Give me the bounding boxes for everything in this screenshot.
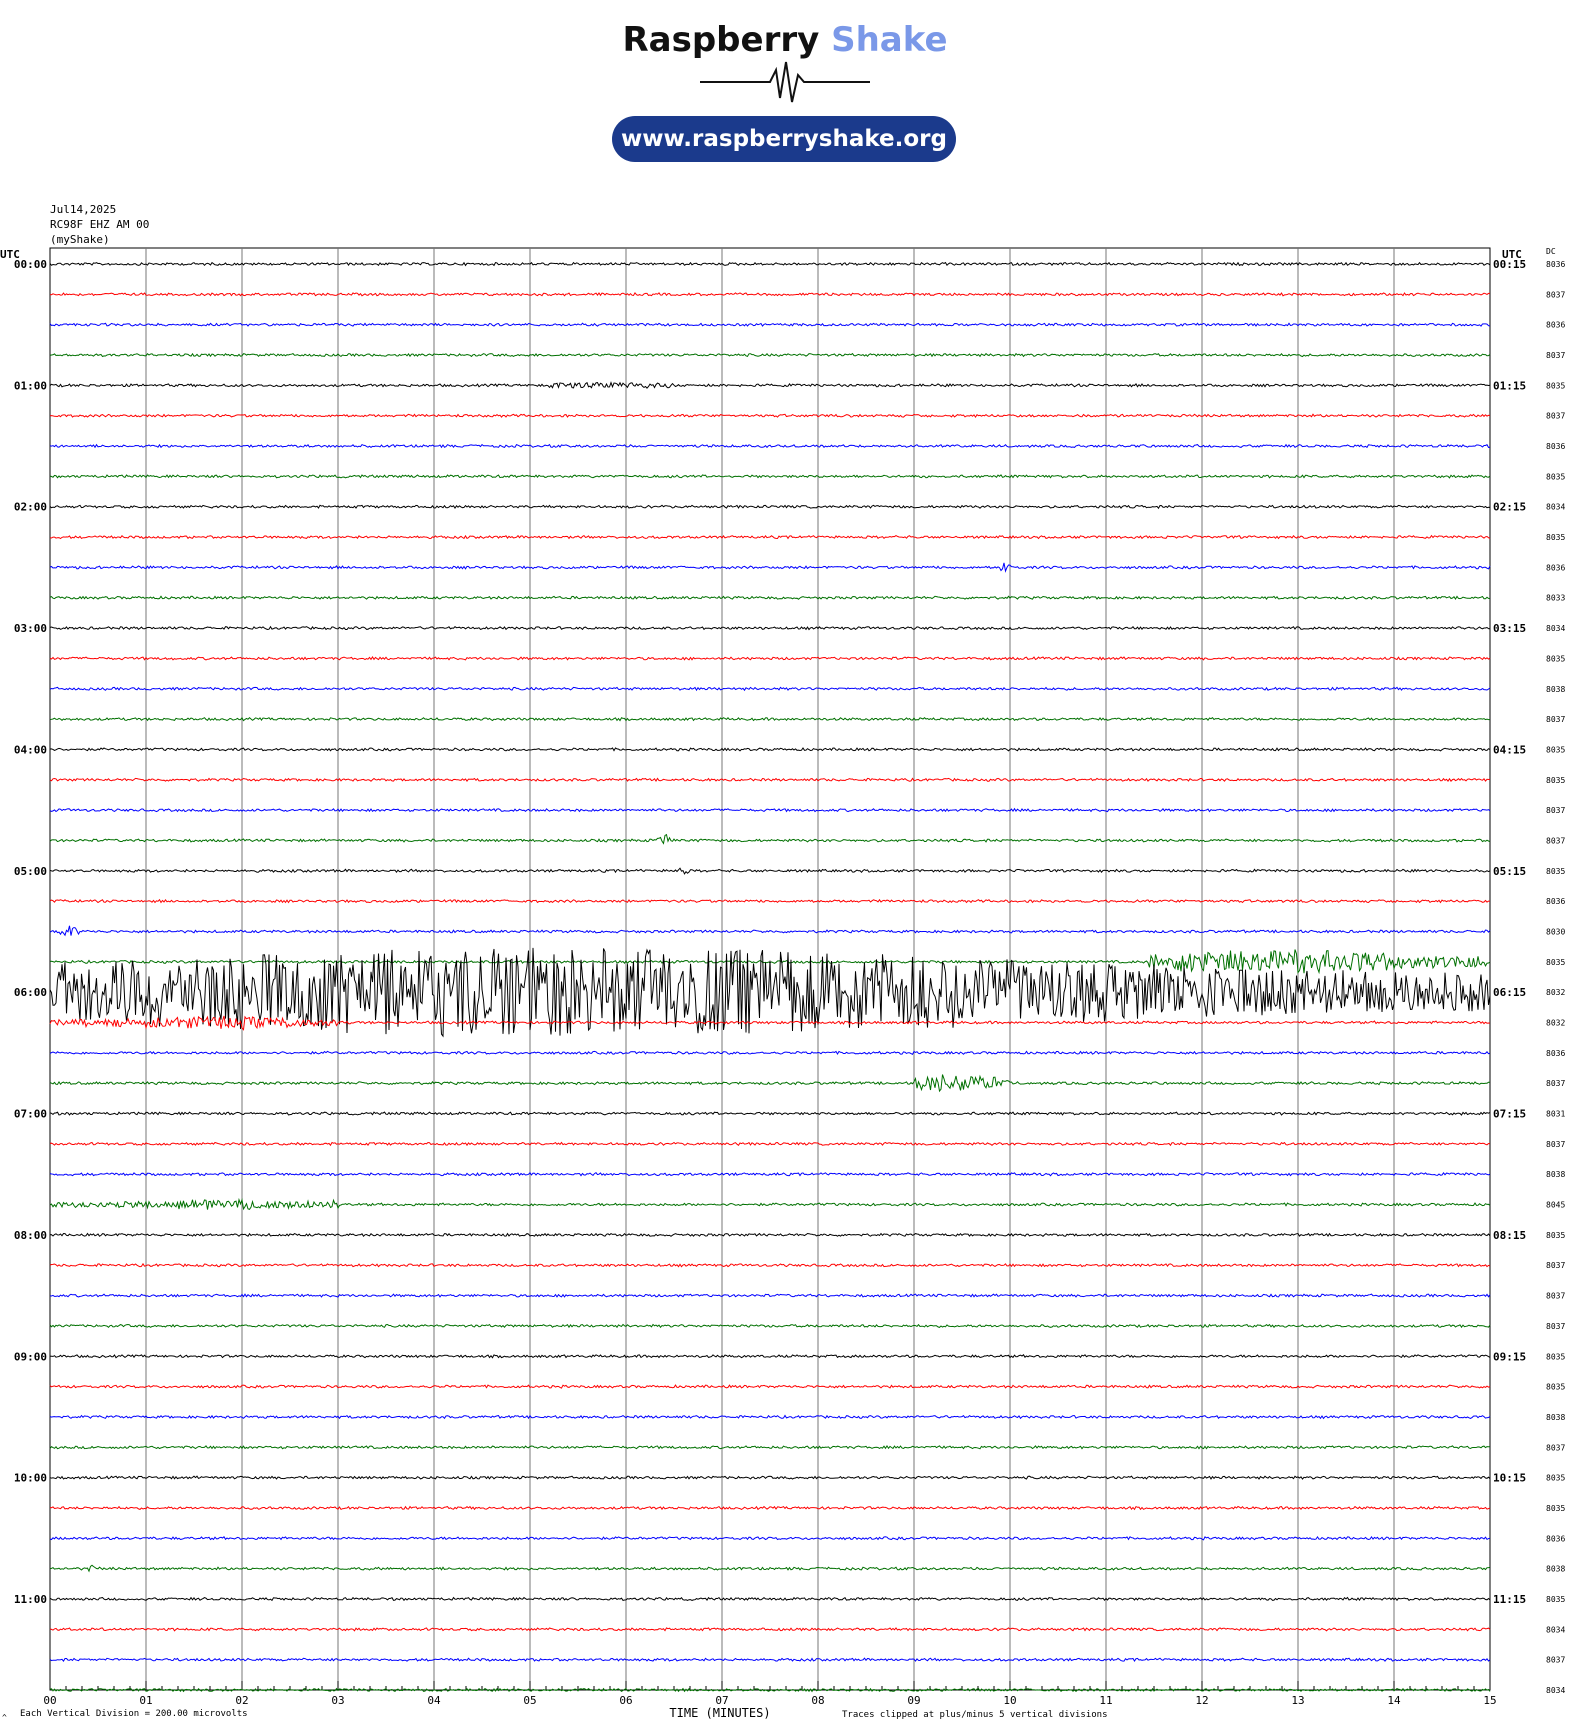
- left-time-label: 03:00: [13, 622, 47, 636]
- trace-line-40: [50, 1476, 1490, 1479]
- dc-value: 8035: [1546, 381, 1566, 391]
- station-label: RC98F EHZ AM 00: [50, 218, 150, 231]
- trace-line-0: [50, 263, 1490, 266]
- trace-line-14: [50, 687, 1490, 690]
- x-tick-label: 15: [1483, 1694, 1497, 1707]
- x-tick-label: 02: [235, 1694, 249, 1707]
- trace-line-45: [50, 1628, 1490, 1631]
- trace-line-18: [50, 809, 1490, 812]
- trace-line-37: [50, 1385, 1490, 1388]
- left-time-label: 01:00: [13, 379, 47, 393]
- dc-value: 8037: [1546, 1291, 1566, 1301]
- left-time-label: 04:00: [13, 743, 47, 757]
- dc-value: 8037: [1546, 290, 1566, 300]
- trace-line-8: [50, 505, 1490, 508]
- dc-value: 8037: [1546, 1079, 1566, 1089]
- trace-line-42: [50, 1537, 1490, 1540]
- trace-line-12: [50, 627, 1490, 630]
- dc-value: 8033: [1546, 593, 1566, 603]
- x-tick-label: 13: [1291, 1694, 1305, 1707]
- x-tick-label: 11: [1099, 1694, 1113, 1707]
- left-time-label: 00:00: [13, 258, 47, 271]
- scale-note: Each Vertical Division = 200.00 microvolts: [20, 1709, 248, 1719]
- right-time-label: 10:15: [1493, 1471, 1527, 1485]
- date-label: Jul14,2025: [50, 203, 117, 216]
- dc-value: 8038: [1546, 1412, 1566, 1422]
- trace-line-16: [50, 748, 1490, 751]
- dc-value: 8032: [1546, 1018, 1566, 1028]
- dc-value: 8035: [1546, 654, 1566, 664]
- trace-line-46: [50, 1658, 1490, 1661]
- trace-line-32: [50, 1234, 1490, 1237]
- x-tick-label: 03: [331, 1694, 345, 1707]
- brand-accent: Shake: [831, 20, 948, 60]
- left-time-label: 10:00: [13, 1471, 47, 1485]
- trace-line-41: [50, 1507, 1490, 1510]
- corner-mark: ^: [2, 1713, 7, 1722]
- x-tick-label: 00: [43, 1694, 57, 1707]
- dc-value: 8036: [1546, 260, 1566, 269]
- right-time-label: 04:15: [1493, 743, 1527, 757]
- trace-line-7: [50, 475, 1490, 478]
- right-axis-title: UTC: [1502, 248, 1522, 261]
- dc-value: 8038: [1546, 1170, 1566, 1180]
- left-time-label: 08:00: [13, 1228, 47, 1242]
- dc-value: 8037: [1546, 836, 1566, 846]
- trace-line-9: [50, 536, 1490, 539]
- trace-line-6: [50, 445, 1490, 448]
- trace-line-39: [50, 1446, 1490, 1449]
- trace-line-34: [50, 1294, 1490, 1297]
- trace-line-31: [50, 1200, 1490, 1210]
- right-time-label: 00:15: [1493, 258, 1527, 271]
- dc-value: 8037: [1546, 411, 1566, 421]
- dc-value: 8035: [1546, 957, 1566, 967]
- right-time-label: 08:15: [1493, 1228, 1527, 1242]
- right-time-label: 03:15: [1493, 622, 1527, 636]
- dc-value: 8037: [1546, 1655, 1566, 1665]
- trace-line-1: [50, 293, 1490, 296]
- x-tick-label: 08: [811, 1694, 825, 1707]
- dc-value: 8030: [1546, 927, 1566, 937]
- dc-value: 8034: [1546, 1686, 1566, 1695]
- dc-value: 8032: [1546, 988, 1566, 998]
- left-time-label: 06:00: [13, 986, 47, 1000]
- dc-value: 8035: [1546, 775, 1566, 785]
- axis-labels: [0, 247, 1565, 1722]
- dc-value: 8034: [1546, 1625, 1566, 1635]
- right-time-label: 09:15: [1493, 1350, 1527, 1364]
- dc-title: DC: [1546, 247, 1556, 256]
- dc-value: 8037: [1546, 1261, 1566, 1271]
- x-tick-label: 14: [1387, 1694, 1401, 1707]
- x-tick-label: 01: [139, 1694, 153, 1707]
- x-tick-label: 09: [907, 1694, 921, 1707]
- trace-line-38: [50, 1416, 1490, 1419]
- dc-value: 8035: [1546, 472, 1566, 482]
- trace-line-2: [50, 323, 1490, 326]
- trace-line-19: [50, 835, 1490, 844]
- trace-line-25: [50, 1016, 1490, 1030]
- dc-value: 8035: [1546, 1503, 1566, 1513]
- left-time-label: 09:00: [13, 1350, 47, 1364]
- trace-line-30: [50, 1173, 1490, 1176]
- right-time-label: 01:15: [1493, 379, 1527, 393]
- dc-value: 8035: [1546, 533, 1566, 543]
- dc-value: 8035: [1546, 745, 1566, 755]
- trace-line-15: [50, 718, 1490, 721]
- dc-value: 8035: [1546, 866, 1566, 876]
- trace-line-21: [50, 900, 1490, 903]
- right-time-label: 05:15: [1493, 864, 1527, 878]
- x-tick-label: 04: [427, 1694, 441, 1707]
- trace-line-43: [50, 1565, 1490, 1571]
- dc-value: 8035: [1546, 1352, 1566, 1362]
- dc-value: 8037: [1546, 806, 1566, 816]
- x-tick-label: 12: [1195, 1694, 1209, 1707]
- dc-value: 8036: [1546, 897, 1566, 907]
- left-time-label: 05:00: [13, 864, 47, 878]
- x-tick-label: 05: [523, 1694, 537, 1707]
- trace-line-20: [50, 868, 1490, 874]
- dc-value: 8034: [1546, 624, 1566, 634]
- website-link[interactable]: www.raspberryshake.org: [612, 116, 956, 162]
- dc-value: 8036: [1546, 1534, 1566, 1544]
- dc-value: 8038: [1546, 1564, 1566, 1574]
- trace-line-26: [50, 1051, 1490, 1054]
- trace-line-4: [50, 383, 1490, 389]
- right-time-label: 11:15: [1493, 1592, 1527, 1606]
- dc-value: 8037: [1546, 1321, 1566, 1331]
- dc-value: 8035: [1546, 1230, 1566, 1240]
- trace-line-36: [50, 1355, 1490, 1358]
- trace-line-5: [50, 414, 1490, 417]
- left-time-label: 02:00: [13, 500, 47, 514]
- dc-value: 8036: [1546, 320, 1566, 330]
- trace-line-22: [50, 926, 1490, 936]
- owner-label: (myShake): [50, 233, 110, 246]
- dc-value: 8045: [1546, 1200, 1566, 1210]
- trace-line-44: [50, 1598, 1490, 1601]
- trace-line-13: [50, 657, 1490, 660]
- x-axis-title: TIME (MINUTES): [669, 1706, 771, 1720]
- dc-value: 8037: [1546, 1443, 1566, 1453]
- trace-line-17: [50, 778, 1490, 781]
- dc-value: 8035: [1546, 1473, 1566, 1483]
- trace-line-33: [50, 1264, 1490, 1267]
- dc-value: 8036: [1546, 442, 1566, 452]
- trace-line-27: [50, 1075, 1490, 1092]
- dc-value: 8034: [1546, 502, 1566, 512]
- clip-note: Traces clipped at plus/minus 5 vertical divisions: [842, 1710, 1108, 1720]
- x-tick-label: 06: [619, 1694, 633, 1707]
- dc-value: 8036: [1546, 1048, 1566, 1058]
- left-time-label: 11:00: [13, 1592, 47, 1606]
- dc-value: 8037: [1546, 1139, 1566, 1149]
- trace-line-11: [50, 596, 1490, 599]
- trace-line-29: [50, 1143, 1490, 1146]
- dc-value: 8037: [1546, 715, 1566, 725]
- right-time-label: 07:15: [1493, 1107, 1527, 1121]
- dc-value: 8038: [1546, 684, 1566, 694]
- dc-value: 8035: [1546, 1382, 1566, 1392]
- dc-value: 8035: [1546, 1594, 1566, 1604]
- trace-line-3: [50, 354, 1490, 357]
- trace-lines: [50, 263, 1490, 1692]
- right-time-label: 06:15: [1493, 986, 1527, 1000]
- trace-line-35: [50, 1325, 1490, 1328]
- left-axis-title: UTC: [0, 248, 20, 261]
- trace-line-28: [50, 1112, 1490, 1115]
- dc-value: 8036: [1546, 563, 1566, 573]
- x-tick-label: 10: [1003, 1694, 1017, 1707]
- dc-value: 8031: [1546, 1109, 1566, 1119]
- right-time-label: 02:15: [1493, 500, 1527, 514]
- x-tick-label: 07: [715, 1694, 729, 1707]
- brand-name: Raspberry: [622, 20, 820, 60]
- left-time-label: 07:00: [13, 1107, 47, 1121]
- trace-line-10: [50, 563, 1490, 571]
- dc-value: 8037: [1546, 351, 1566, 361]
